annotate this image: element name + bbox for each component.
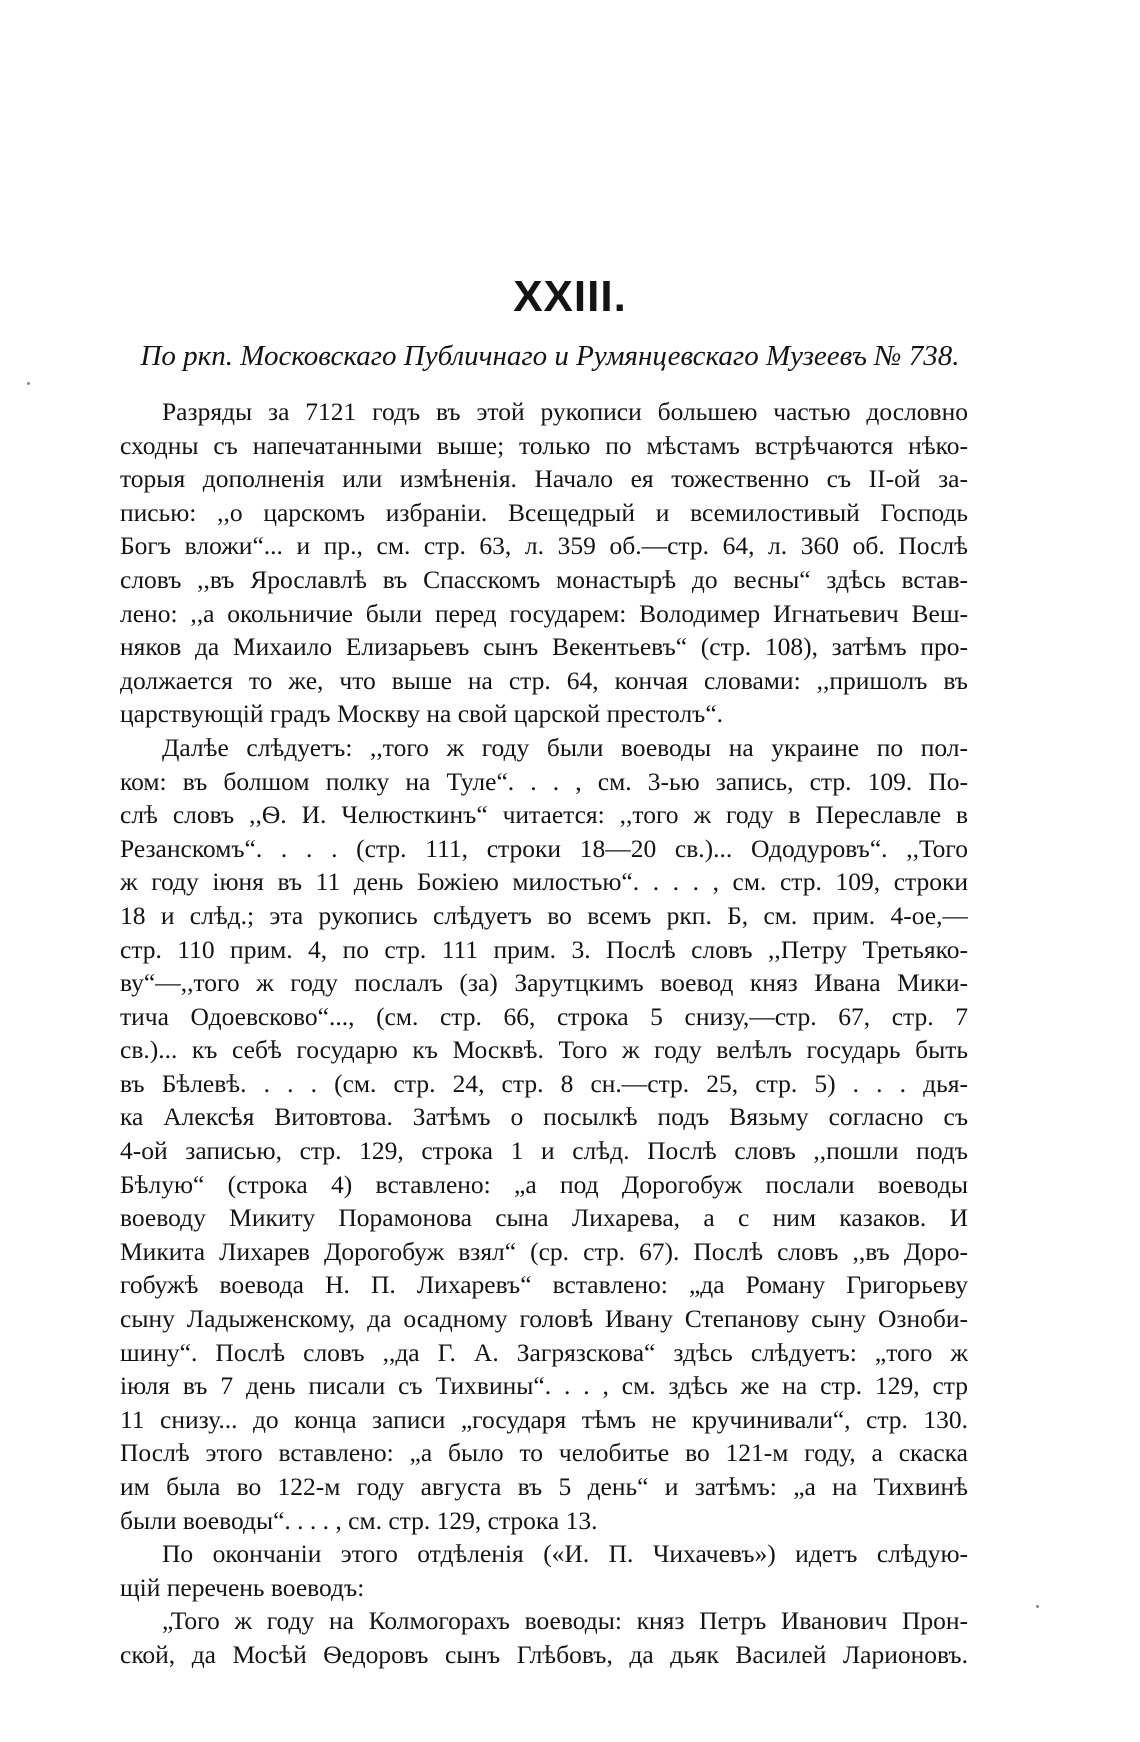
body-text <box>120 395 968 1672</box>
text-line: должается то же, что выше на стр. 64, кончая словами: ,,пришолъ въ <box>120 665 968 695</box>
manuscript-source-title: По ркп. Московскаго Публичнаго и Румянцевскаго Музеевъ № 738. <box>140 340 960 372</box>
text-line: Разряды за 7121 годъ въ этой рукописи большею частью дословно <box>162 397 968 426</box>
text-line: царствующій градъ Москву на свой царской престолъ“. <box>120 699 724 729</box>
text-line: 11 снизу... до конца записи „государя тѣмъ не кручинивали“, стр. 130. <box>120 1404 968 1434</box>
text-line: „Того ж году на Колмогорахъ воеводы: княз Петръ Иванович Прон- <box>162 1606 968 1636</box>
text-line: словъ ,,въ Ярославлѣ въ Спасскомъ монастырѣ до весны“ здѣсь встав- <box>120 564 968 594</box>
text-line: 4-ой записью, стр. 129, строка 1 и слѣд. Послѣ словъ ,,пошли подъ <box>120 1136 968 1166</box>
text-line: По окончаніи этого отдѣленія («И. П. Чихачевъ») идетъ слѣдую- <box>162 1539 968 1569</box>
text-line: ву“—,,того ж году послалъ (за) Зарутцкимъ воевод княз Ивана Мики- <box>120 968 968 998</box>
text-line: щій перечень воеводъ: <box>120 1572 365 1602</box>
text-line: тича Одоевсково“..., (см. стр. 66, строка 5 снизу,—стр. 67, стр. 7 <box>120 1001 968 1031</box>
text-line: гобужѣ воевода Н. П. Лихаревъ“ вставлено: „да Роману Григорьеву <box>120 1270 968 1300</box>
text-line: писью: ,,о царскомъ избраніи. Всещедрый и всемилостивый Господь <box>120 497 968 527</box>
text-line: Богъ вложи“... и пр., см. стр. 63, л. 359 об.—стр. 64, л. 360 об. Послѣ <box>120 531 968 561</box>
text-line: 18 и слѣд.; эта рукопись слѣдуетъ во всемъ ркп. Б, см. прим. 4-ое,— <box>120 900 968 930</box>
text-line: ской, да Мосѣй Ѳедоровъ сынъ Глѣбовъ, да дьяк Василей Ларионовъ. <box>120 1639 968 1669</box>
text-line: Микита Лихарев Дорогобуж взял“ (ср. стр. 67). Послѣ словъ ,,въ Доро- <box>120 1236 968 1266</box>
text-line: торыя дополненія или измѣненія. Начало ея тожественно съ II-ой за- <box>120 464 968 494</box>
scan-speck <box>27 382 30 385</box>
text-line: ком: въ болшом полку на Туле“. . . , см. 3-ью запись, стр. 109. По- <box>120 766 968 796</box>
text-line: ка Алексѣя Витовтова. Затѣмъ о посылкѣ подъ Вязьму согласно съ <box>120 1102 968 1132</box>
scan-speck <box>1036 1605 1039 1608</box>
text-line: стр. 110 прим. 4, по стр. 111 прим. 3. Послѣ словъ ,,Петру Третьяко- <box>120 934 968 964</box>
text-line: сходны съ напечатанными выше; только по мѣстамъ встрѣчаются нѣко- <box>120 430 968 460</box>
text-line: въ Бѣлевѣ. . . . (см. стр. 24, стр. 8 сн.—стр. 25, стр. 5) . . . дья- <box>120 1068 968 1098</box>
section-heading: XXIII. <box>513 272 627 321</box>
text-line: св.)... къ себѣ государю къ Москвѣ. Того ж году велѣлъ государь быть <box>120 1035 968 1065</box>
text-line: воеводу Микиту Порамонова сына Лихарева, а с ним казаков. И <box>120 1203 968 1233</box>
text-line: Бѣлую“ (строка 4) вставлено: „а под Дорогобуж послали воеводы <box>120 1169 968 1199</box>
text-line: лено: ,,а окольничие были перед государем: Володимер Игнатьевич Веш- <box>120 598 968 628</box>
text-line: Послѣ этого вставлено: „а было то челобитье во 121-м году, а скаска <box>120 1438 968 1468</box>
text-line: няков да Михаило Елизарьевъ сынъ Векентьевъ“ (стр. 108), затѣмъ про- <box>120 632 968 662</box>
text-line: им была во 122-м году августа въ 5 день“ и затѣмъ: „а на Тихвинѣ <box>120 1472 968 1501</box>
text-line: іюля въ 7 день писали съ Тихвины“. . . , см. здѣсь же на стр. 129, стр <box>120 1371 968 1401</box>
text-line: Резанскомъ“. . . . (стр. 111, строки 18—20 св.)... Ододуровъ“. ,,Того <box>120 833 968 863</box>
text-line: Далѣе слѣдуетъ: ,,того ж году были воеводы на украине по пол- <box>162 732 968 762</box>
text-line: ж году іюня въ 11 день Божіею милостью“. . . . , см. стр. 109, строки <box>120 867 968 897</box>
text-line: сыну Ладыженскому, да осадному головѣ Ивану Степанову сыну Озноби- <box>120 1304 968 1334</box>
text-line: шину“. Послѣ словъ ,,да Г. А. Загрязскова“ здѣсь слѣдуетъ: „того ж <box>120 1337 968 1367</box>
text-line: были воеводы“. . . . , см. стр. 129, строка 13. <box>120 1505 598 1535</box>
text-line: слѣ словъ ,,Ѳ. И. Челюсткинъ“ читается: ,,того ж году в Переславле в <box>120 800 968 830</box>
